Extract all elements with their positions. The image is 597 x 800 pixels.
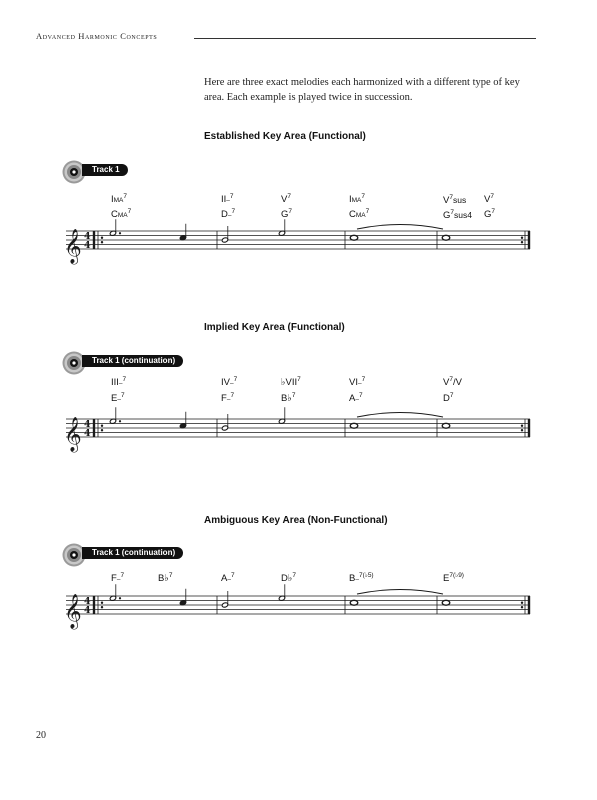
note-half [221, 414, 228, 431]
note-dotted-half [109, 584, 116, 601]
running-header [36, 31, 536, 45]
note-whole [350, 235, 358, 240]
time-signature-top: 4 [84, 231, 91, 242]
tie [357, 225, 443, 230]
section-title-1: Established Key Area (Functional) [204, 131, 366, 142]
note-quarter [179, 589, 186, 606]
track-label-1: Track 1 [82, 164, 128, 176]
roman-numeral: ♭VII$^7$ [281, 376, 301, 388]
chord-symbol: $G^7$ [281, 208, 293, 220]
note-whole [350, 423, 358, 428]
chord-symbol: $D^7$ [443, 392, 454, 404]
note-whole [442, 600, 450, 605]
treble-clef-icon: 𝄞 [64, 594, 82, 629]
note-half [221, 591, 228, 608]
roman-numeral: IV–$^7$ [221, 376, 238, 388]
time-signature-bottom: 4 [84, 428, 91, 439]
roman-numeral: $V^7$ [484, 193, 494, 205]
chord-symbol: A–$^7$ [349, 392, 363, 404]
chord-symbol: F–$^7$ [221, 392, 235, 404]
note-quarter [179, 224, 186, 241]
note-whole [350, 600, 358, 605]
note-dotted-half [109, 407, 116, 424]
time-signature-top: 4 [84, 419, 91, 430]
tie [357, 590, 443, 595]
roman-numeral: $V^7/V$ [443, 376, 462, 388]
chord-symbol: CMA$^7$ [349, 208, 370, 220]
roman-numeral: III–$^7$ [111, 376, 127, 388]
time-signature-top: 4 [84, 596, 91, 607]
chord-symbol: E–$^7$ [111, 392, 125, 404]
note-half [278, 584, 285, 601]
note-half [221, 226, 228, 243]
staff-3 [0, 587, 597, 637]
time-signature-bottom: 4 [84, 605, 91, 616]
time-signature-bottom: 4 [84, 240, 91, 251]
note-whole [442, 235, 450, 240]
note-quarter [179, 412, 186, 429]
header-rule [194, 38, 536, 39]
intro-paragraph: Here are three exact melodies each harmonized with a different type of key area. Each example is played twice in succession. [204, 77, 520, 103]
chord-symbol: CMA$^7$ [111, 208, 132, 220]
section-title-2: Implied Key Area (Functional) [204, 322, 345, 333]
track-label-2: Track 1 (continuation) [82, 355, 183, 367]
roman-numeral: $V^7$ [281, 193, 291, 205]
roman-numeral: IMA$^7$ [111, 193, 128, 205]
chord-symbol: $G^7$ [484, 208, 496, 220]
note-half [278, 219, 285, 236]
roman-numeral: II–$^7$ [221, 193, 234, 205]
chord-symbol: $G^7sus4$ [443, 209, 472, 221]
staff-1 [0, 222, 597, 272]
chord-symbol: A–$^7$ [221, 572, 235, 584]
chord-symbol: B♭$^7$ [281, 392, 296, 404]
roman-numeral: VI–$^7$ [349, 376, 366, 388]
header-title: Advanced Harmonic Concepts [36, 31, 163, 41]
staff-2 [0, 410, 597, 460]
treble-clef-icon: 𝄞 [64, 229, 82, 264]
note-whole [442, 423, 450, 428]
chord-symbol: F–$^7$ [111, 572, 125, 584]
note-half [278, 407, 285, 424]
section-title-3: Ambiguous Key Area (Non-Functional) [204, 515, 388, 526]
roman-numeral: $V^7sus$ [443, 194, 467, 206]
chord-symbol: $E^{7(♭9)}$ [443, 572, 464, 584]
tie [357, 413, 443, 418]
treble-clef-icon: 𝄞 [64, 417, 82, 452]
track-label-3: Track 1 (continuation) [82, 547, 183, 559]
roman-numeral: IMA$^7$ [349, 193, 366, 205]
chord-symbol: D♭$^7$ [281, 572, 296, 584]
chord-symbol: D–$^7$ [221, 208, 236, 220]
chord-symbol: B–$^{7(♭5)}$ [349, 572, 374, 584]
page-number: 20 [36, 730, 46, 741]
note-dotted-half [109, 219, 116, 236]
chord-symbol: B♭$^7$ [158, 572, 173, 584]
